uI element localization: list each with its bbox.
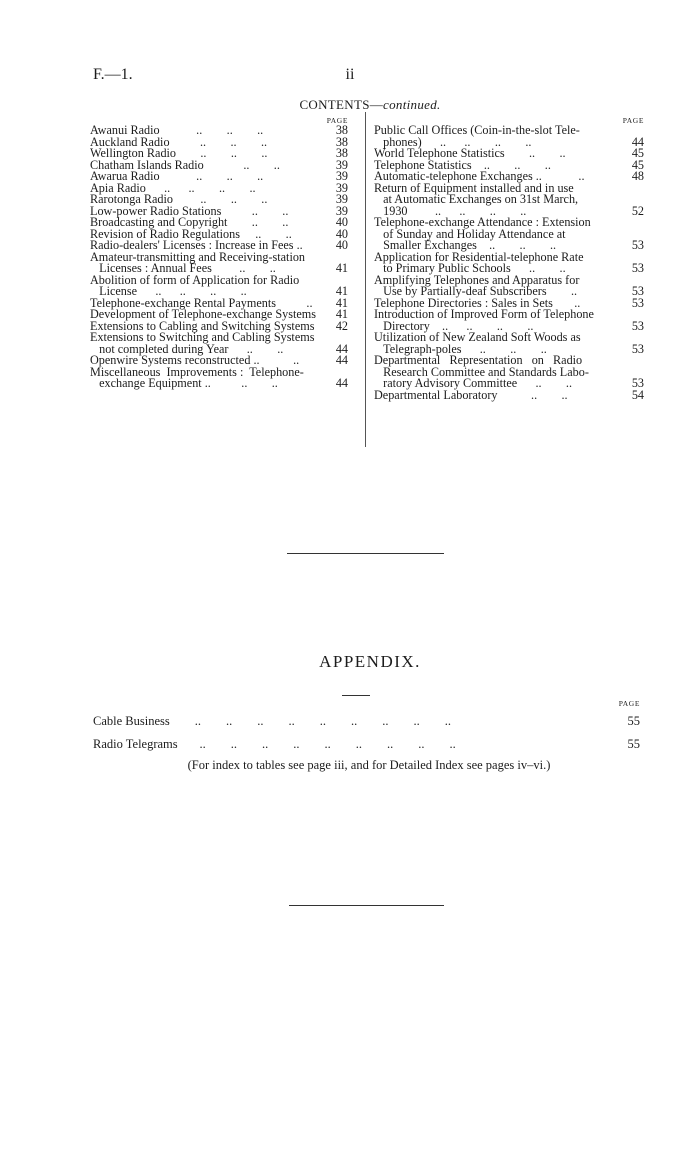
entry-title: Amplifying Telephones and Apparatus for [374,272,580,287]
contents-entry [90,378,348,390]
entry-page: 45 [631,157,644,172]
entry-title: Extensions to Cabling and Switching Systems [90,318,315,333]
entry-page: 41 [335,295,348,310]
appendix-row-page: 55 [627,737,640,751]
entry-title: World Telephone Statistics .. .. [374,146,566,160]
contents-entry [374,387,644,402]
contents-left-column [90,116,348,390]
entry-page: 52 [631,203,644,218]
entry-title: Telephone Statistics .. .. .. [374,157,551,172]
entry-title: Revision of Radio Regulations .. .. [90,226,292,241]
entry-page: 42 [335,318,348,333]
entry-title: Telephone-exchange Attendance : Extension [374,215,591,229]
entry-title: exchange Equipment .. .. .. [90,376,278,390]
column-divider [365,112,366,447]
entry-title: Awarua Radio .. .. .. [90,169,264,183]
entry-page: 53 [631,341,644,356]
contents-title-main: CONTENTS— [299,97,384,112]
right-entries [374,125,644,401]
entry-page: 39 [335,180,348,195]
entry-title: ratory Advisory Committee .. .. [374,376,573,390]
entry-page: 41 [335,261,348,275]
entry-title: 1930 .. .. .. .. [374,203,527,218]
footer-rule [289,905,444,906]
report-code: F.—1. [93,66,133,83]
entry-title: Development of Telephone-exchange Systems [90,307,317,321]
entry-title: not completed during Year .. .. [90,341,284,356]
entry-title: Automatic-telephone Exchanges .. .. [374,169,585,183]
appendix-page-heading: PAGE [618,699,640,708]
entry-title: Abolition of form of Application for Radio [90,272,300,287]
entry-page: 41 [335,307,348,321]
entry-page: 53 [631,295,644,310]
entry-page: 53 [631,318,644,333]
entry-title: Miscellaneous Improvements : Telephone- [90,364,304,379]
entry-page: 39 [335,157,348,172]
entry-page: 39 [335,203,348,218]
entry-title: phones) .. .. .. .. [374,134,532,149]
entry-title: at Automatic Exchanges on 31st March, [374,192,579,206]
entry-title: Public Call Offices (Coin-in-the-slot Tele- [374,123,580,137]
entry-title: Auckland Radio .. .. .. [90,134,268,149]
entry-title: Departmental Representation on Radio [374,353,583,367]
entry-title: Return of Equipment installed and in use [374,180,574,195]
page-column-heading-left: PAGE [326,116,348,125]
contents-title-continued: continued. [383,97,441,112]
entry-page: 40 [335,226,348,241]
entry-title: Wellington Radio .. .. .. [90,146,268,160]
entry-page: 41 [335,284,348,298]
section-rule [287,553,444,554]
entry-title: Directory .. .. .. .. [374,318,534,333]
entry-page: 38 [335,123,348,137]
entry-title: Openwire Systems reconstructed .. .. [90,353,300,367]
entry-title: of Sunday and Holiday Attendance at [374,226,566,241]
entry-page: 45 [631,146,644,160]
entry-title: Departmental Laboratory .. .. [374,387,568,402]
index-note: (For index to tables see page iii, and for Detailed Index see pages iv–vi.) [187,758,551,772]
entry-page: 39 [335,169,348,183]
page-column-heading-right: PAGE [622,116,644,125]
entry-title: License .. .. .. .. [90,284,247,298]
entry-title: Low-power Radio Stations .. .. [90,203,289,218]
entry-title: to Primary Public Schools .. .. [374,261,566,275]
entry-title: Apia Radio .. .. .. .. [90,180,256,195]
entry-page: 40 [335,215,348,229]
entry-title: Broadcasting and Copyright .. .. [90,215,289,229]
entry-title: Rarotonga Radio .. .. .. [90,192,268,206]
entry-page: 44 [335,341,348,356]
entry-page: 39 [335,192,348,206]
entry-title: Chatham Islands Radio .. .. [90,157,280,172]
entry-title: Research Committee and Standards Labo- [374,364,589,379]
entry-page: 53 [631,261,644,275]
appendix-row-radio-telegrams [93,737,640,752]
contents-title [0,97,700,113]
entry-page: 53 [631,284,644,298]
entry-title: Introduction of Improved Form of Telephone [374,307,594,321]
entry-page: 53 [631,238,644,252]
entry-title: Radio-dealers' Licenses : Increase in Fees .. [90,238,303,252]
entry-page: 53 [631,376,644,390]
entry-page: 40 [335,238,348,252]
entry-title: Extensions to Switching and Cabling Systems [90,330,315,344]
entry-page: 44 [335,376,348,390]
page-number: ii [345,66,355,83]
entry-page: 44 [335,353,348,367]
appendix-row-cable-business [93,714,640,729]
entry-title: Use by Partially-deaf Subscribers .. [374,284,578,298]
entry-page: 54 [631,387,644,402]
entry-title: Telegraph-poles .. .. .. [374,341,547,356]
entry-page: 38 [335,134,348,149]
entry-page: 48 [631,169,644,183]
appendix-title: APPENDIX. [319,652,421,671]
left-entries [90,125,348,390]
entry-title: Amateur-transmitting and Receiving-station [90,249,306,264]
appendix-row-text: Cable Business .. .. .. .. .. .. .. .. .. [93,714,451,728]
entry-title: Licenses : Annual Fees .. .. [90,261,276,275]
entry-title: Smaller Exchanges .. .. .. [374,238,557,252]
entry-title: Telephone Directories : Sales in Sets .. [374,295,581,310]
appendix-rule [342,695,370,696]
entry-title: Telephone-exchange Rental Payments .. [90,295,313,310]
appendix-row-text: Radio Telegrams .. .. .. .. .. .. .. .. .. [93,737,456,751]
entry-page: 44 [631,134,644,149]
entry-title: Awanui Radio .. .. .. [90,123,264,137]
entry-page: 38 [335,146,348,160]
entry-title: Application for Residential-telephone Rate [374,249,584,264]
appendix-row-page: 55 [627,714,640,728]
contents-right-column [374,116,644,401]
entry-title: Utilization of New Zealand Soft Woods as [374,330,581,344]
